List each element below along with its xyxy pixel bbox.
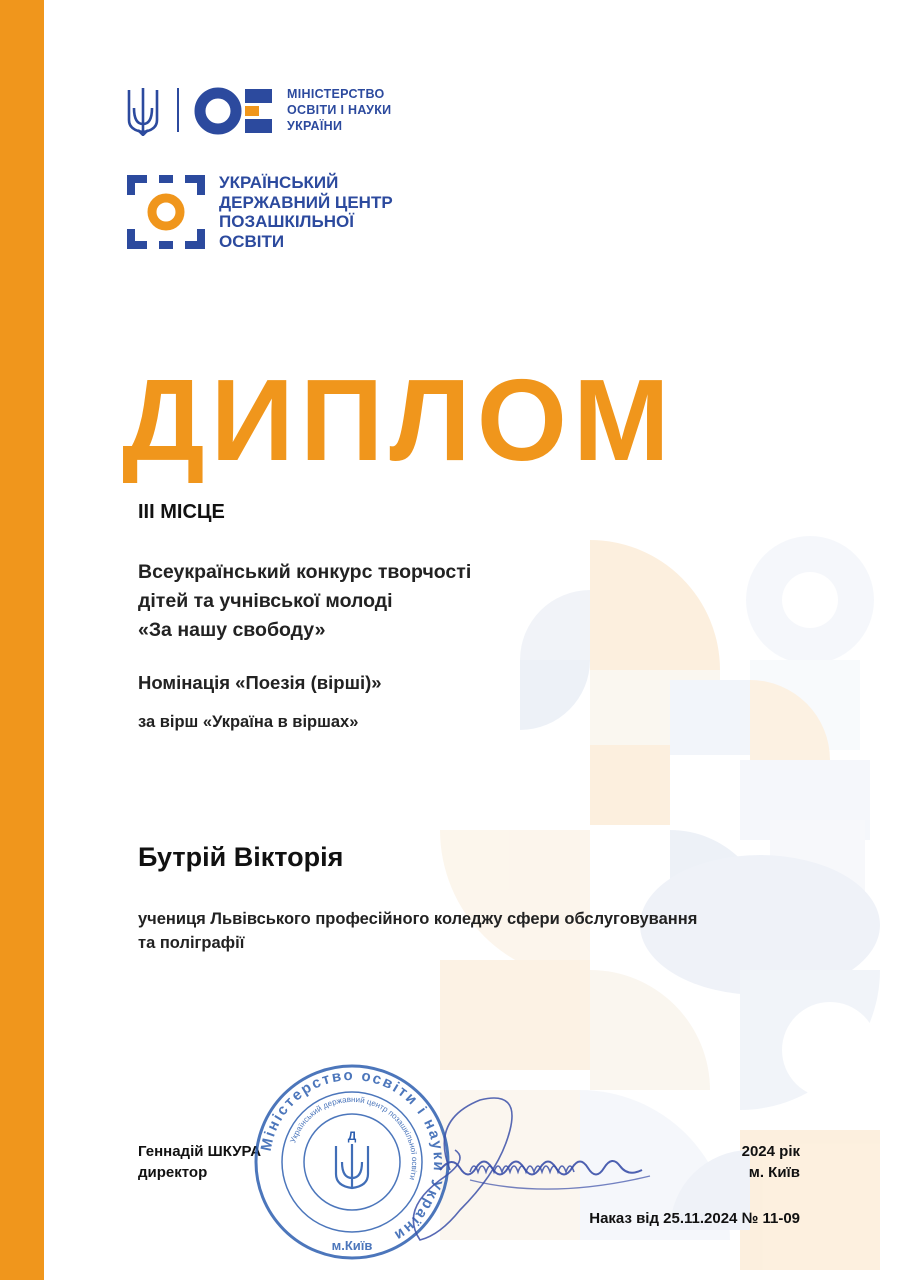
diploma-title: ДИПЛОМ	[122, 355, 676, 485]
center-name: УКРАЇНСЬКИЙ ДЕРЖАВНИЙ ЦЕНТР ПОЗАШКІЛЬНОЇ ОСВІТИ	[219, 173, 393, 251]
date-place-block	[690, 1141, 800, 1183]
issue-city: м. Київ	[748, 1164, 800, 1181]
center-logo	[127, 175, 205, 249]
ministry-name: МІНІСТЕРСТВО ОСВІТИ І НАУКИ УКРАЇНИ	[287, 87, 392, 133]
recipient-info: учениця Львівського професійного коледжу сфери обслуговування та поліграфії	[138, 910, 698, 952]
issue-year: 2024 рік	[741, 1143, 800, 1160]
signature	[380, 1060, 680, 1260]
trident-icon	[126, 86, 160, 136]
signer-position: директор	[138, 1164, 208, 1181]
contest-name: Всеукраїнський конкурс творчості дітей та учнівської молоді «За нашу свободу»	[138, 561, 472, 641]
stamp-inner-text: Український державний центр позашкільної освіти	[288, 1094, 420, 1182]
ministry-logo	[192, 85, 274, 137]
signer-block	[138, 1141, 261, 1183]
order-reference: Наказ від 25.11.2024 № 11-09	[589, 1210, 800, 1227]
awarded-work: за вірш «Україна в віршах»	[138, 713, 359, 731]
stamp-city: м.Київ	[331, 1238, 373, 1253]
nomination: Номінація «Поезія (вірші)»	[138, 672, 382, 693]
signer-name: Геннадій ШКУРА	[138, 1143, 262, 1160]
orange-side-bar	[0, 0, 44, 1280]
stamp-letter: Д	[347, 1129, 357, 1143]
stamp-trident-icon	[336, 1144, 368, 1188]
place-label: III МІСЦЕ	[138, 501, 225, 523]
stamp-outer-text: Міністерство освіти і науки України	[257, 1066, 448, 1245]
header-divider	[177, 88, 179, 132]
recipient-name: Бутрій Вікторія	[138, 842, 344, 872]
